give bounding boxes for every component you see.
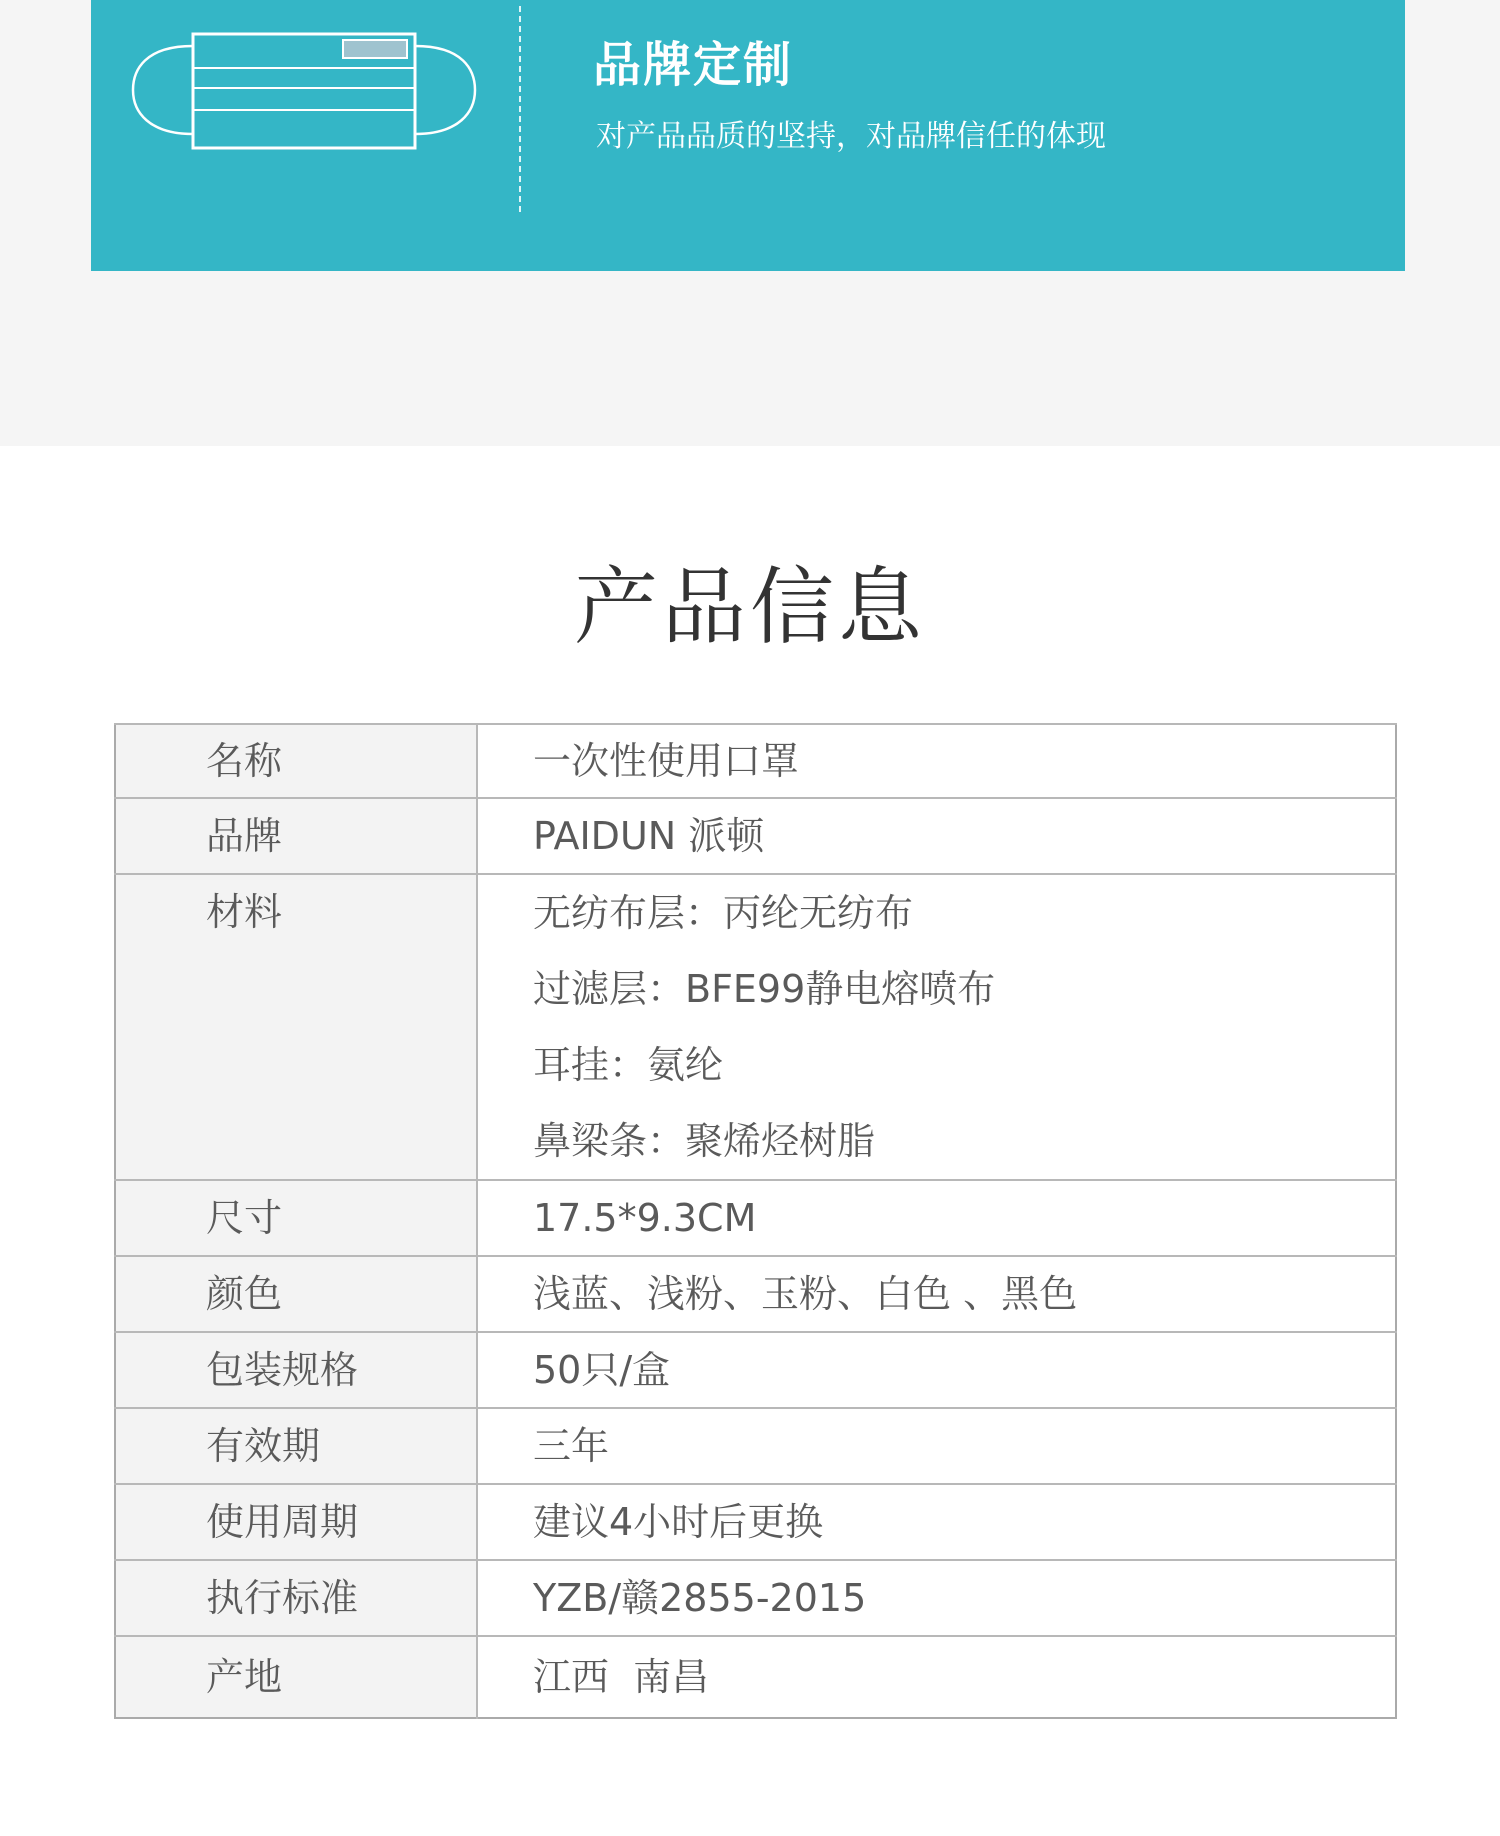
row-value: PAIDUN 派顿 xyxy=(533,814,765,858)
row-label: 有效期 xyxy=(206,1424,321,1468)
brand-customization-banner xyxy=(91,0,1405,271)
banner-title: 品牌定制 xyxy=(593,37,794,93)
row-value: 建议4小时后更换 xyxy=(533,1500,824,1544)
table-label-cell xyxy=(115,1408,477,1484)
row-label: 使用周期 xyxy=(206,1500,359,1544)
mask-icon xyxy=(131,30,477,152)
material-line: 过滤层：BFE99静电熔喷布 xyxy=(533,967,996,1011)
table-row-shelf-life xyxy=(115,1408,1396,1484)
table-value-cell xyxy=(477,724,1396,798)
row-label: 材料 xyxy=(206,890,283,934)
product-info-title: 产品信息 xyxy=(573,558,926,656)
row-label: 品牌 xyxy=(206,814,283,858)
row-value: 江西 南昌 xyxy=(533,1655,710,1699)
table-label-cell xyxy=(115,1560,477,1636)
table-value-cell xyxy=(477,1180,1396,1256)
table-label-cell xyxy=(115,1256,477,1332)
table-label-cell xyxy=(115,1332,477,1408)
table-value-cell xyxy=(477,1484,1396,1560)
table-value-cell xyxy=(477,798,1396,874)
table-row-origin xyxy=(115,1636,1396,1718)
table-label-cell xyxy=(115,1484,477,1560)
table-value-cell xyxy=(477,874,1396,1180)
table-row-standard xyxy=(115,1560,1396,1636)
table-row-packaging xyxy=(115,1332,1396,1408)
table-label-cell xyxy=(115,798,477,874)
row-value: 17.5*9.3CM xyxy=(533,1196,757,1240)
table-row-color xyxy=(115,1256,1396,1332)
material-line: 鼻梁条：聚烯烃树脂 xyxy=(533,1119,876,1163)
material-line: 无纺布层：丙纶无纺布 xyxy=(533,891,914,935)
table-value-cell xyxy=(477,1408,1396,1484)
table-value-cell xyxy=(477,1256,1396,1332)
table-label-cell xyxy=(115,1180,477,1256)
row-label: 名称 xyxy=(206,739,283,783)
row-value: 三年 xyxy=(533,1424,610,1468)
table-row-material xyxy=(115,874,1396,1180)
row-value: 浅蓝、浅粉、玉粉、白色 、黑色 xyxy=(533,1272,1078,1316)
row-label: 尺寸 xyxy=(206,1196,283,1240)
table-label-cell xyxy=(115,724,477,798)
row-label: 包装规格 xyxy=(206,1348,359,1392)
table-row-name xyxy=(115,724,1396,798)
table-label-cell xyxy=(115,874,477,1180)
row-label: 颜色 xyxy=(206,1272,283,1316)
material-line: 耳挂：氨纶 xyxy=(533,1043,724,1087)
banner-subtitle: 对产品品质的坚持，对品牌信任的体现 xyxy=(596,119,1106,154)
row-value: 一次性使用口罩 xyxy=(533,739,800,783)
table-row-usage-period xyxy=(115,1484,1396,1560)
table-value-cell xyxy=(477,1332,1396,1408)
table-row-size xyxy=(115,1180,1396,1256)
table-value-cell xyxy=(477,1560,1396,1636)
row-value: 50只/盒 xyxy=(533,1348,671,1392)
row-label: 执行标准 xyxy=(206,1576,359,1620)
product-info-table xyxy=(114,723,1397,1719)
row-value: YZB/赣2855-2015 xyxy=(533,1576,867,1620)
top-section xyxy=(0,0,1500,446)
row-label: 产地 xyxy=(206,1655,283,1699)
table-row-brand xyxy=(115,798,1396,874)
table-value-cell xyxy=(477,1636,1396,1718)
banner-divider xyxy=(519,6,521,212)
table-label-cell xyxy=(115,1636,477,1718)
